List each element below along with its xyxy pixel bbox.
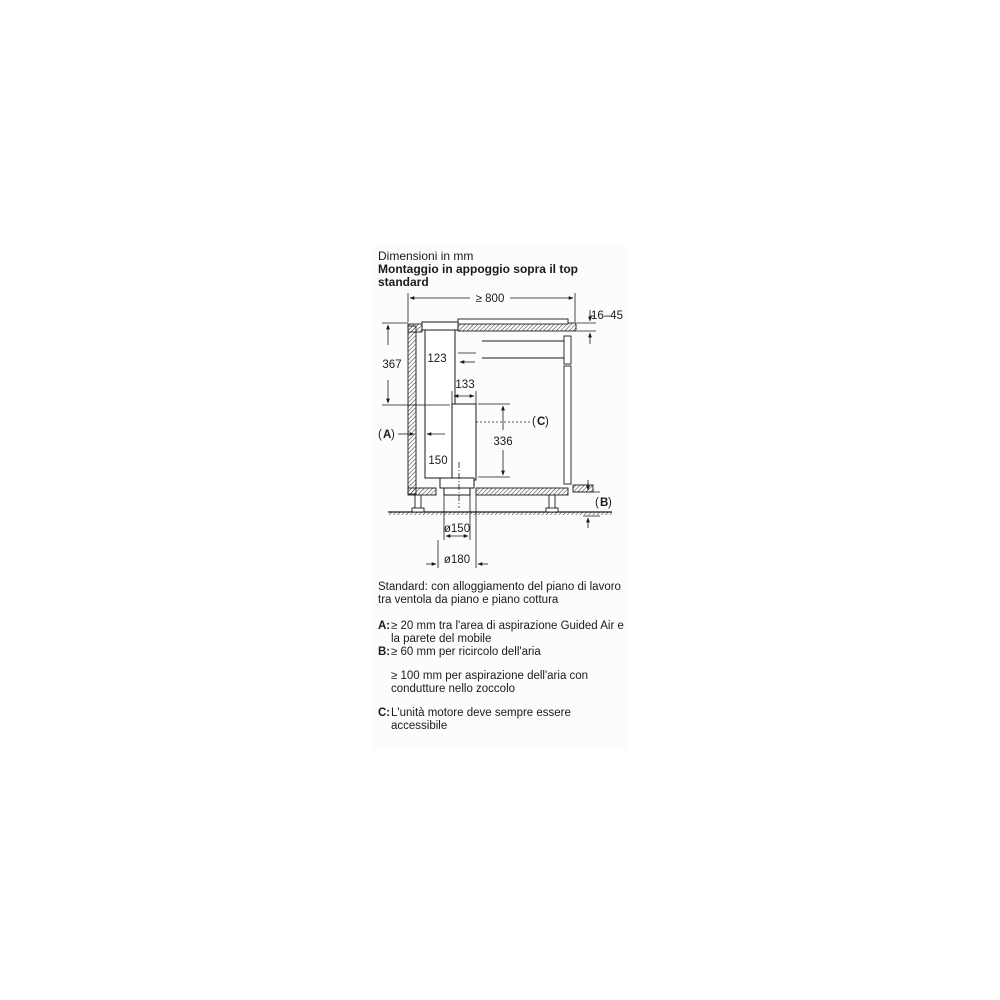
- cabinet-left-wall: [408, 326, 416, 494]
- note-b-extra: [378, 670, 628, 696]
- notes: [378, 581, 628, 733]
- callout-b-open: (: [595, 497, 599, 509]
- drawer-front-top: [564, 336, 571, 364]
- diagram-title-line2: standard: [378, 275, 429, 289]
- note-standard: Standard: con alloggiamento del piano di lavoro tra ventola da piano e piano cottura: [378, 581, 621, 606]
- outlet-collar: [444, 488, 470, 495]
- motor-unit: [452, 404, 476, 480]
- note-a-text: ≥ 20 mm tra l'area di aspirazione Guided Air e la parete del mobile: [391, 620, 624, 645]
- cabinet-base-right: [476, 488, 568, 495]
- dim-worktop-label: 16–45: [591, 310, 623, 322]
- dim-150-label: 150: [428, 455, 448, 467]
- cooktop-glass: [458, 319, 568, 324]
- note-a: [378, 620, 628, 646]
- dim-d180-label: ø180: [443, 554, 471, 566]
- cabinet-foot-left: [415, 495, 421, 509]
- cabinet-foot-right: [549, 495, 555, 509]
- cabinet-base-left: [408, 488, 436, 495]
- worktop-left: [408, 324, 422, 332]
- callout-c-open: (: [532, 416, 536, 428]
- note-b: [378, 646, 628, 659]
- callout-a-label: A: [383, 429, 392, 441]
- callout-b-close: ): [608, 497, 612, 509]
- note-b-label: B:: [378, 646, 391, 658]
- units-caption: Dimensioni in mm: [378, 249, 474, 263]
- cabinet-foot-right-base: [546, 508, 558, 512]
- note-b-text: ≥ 60 mm per ricircolo dell'aria: [391, 646, 541, 658]
- note-b-text2: ≥ 100 mm per aspirazione dell'aria con condutture nello zoccolo: [391, 670, 589, 695]
- callout-c-label: C: [537, 416, 546, 428]
- dim-123-label: 123: [427, 353, 447, 365]
- cabinet-foot-left-base: [412, 508, 424, 512]
- extractor-top: [422, 322, 458, 330]
- motor-outlet: [440, 478, 474, 488]
- dim-336-label: 336: [493, 436, 513, 448]
- plinth: [573, 485, 593, 492]
- dim-height-label: 367: [382, 359, 402, 371]
- callout-b-label: B: [600, 497, 609, 509]
- floor-hatch: [388, 512, 612, 515]
- dim-133-label: 133: [455, 379, 475, 391]
- callout-a-open: (: [378, 429, 382, 441]
- note-c-text: L'unità motore deve sempre essere accessibile: [391, 707, 571, 732]
- note-c: [378, 707, 628, 733]
- callout-a-close: ): [391, 429, 395, 441]
- callout-c-close: ): [545, 416, 549, 428]
- dim-width-label: ≥ 800: [475, 293, 505, 305]
- diagram-title: Montaggio in appoggio sopra il top: [378, 262, 578, 276]
- note-a-label: A:: [378, 620, 391, 632]
- drawer-front-bottom: [564, 366, 571, 484]
- note-c-label: C:: [378, 707, 391, 719]
- dim-d150-label: ø150: [443, 523, 471, 535]
